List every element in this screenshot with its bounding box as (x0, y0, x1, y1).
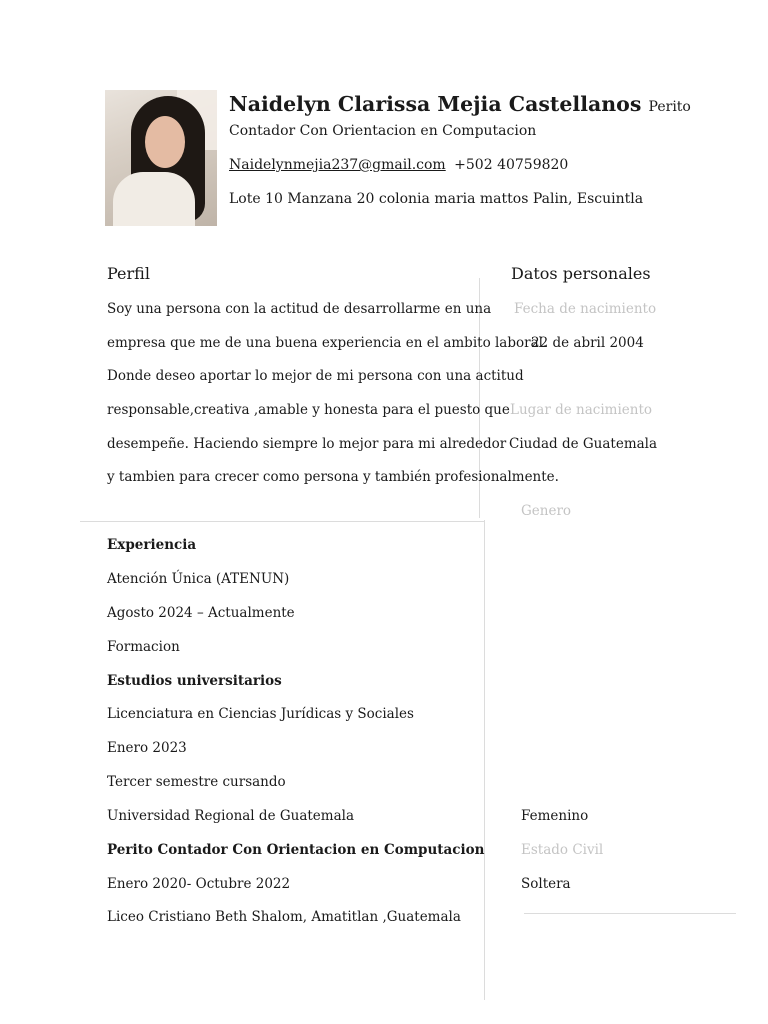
column-divider-bottom (484, 520, 485, 1000)
birth-date-value: 22 de abril 2004 (531, 335, 644, 351)
profile-line-2: empresa que me de una buena experiencia en el ambito laboral. (107, 335, 548, 351)
birth-place-value: Ciudad de Guatemala (509, 436, 658, 452)
gender-value: Femenino (521, 808, 589, 824)
name-suffix: Perito (648, 99, 691, 115)
university-name: Universidad Regional de Guatemala (107, 808, 355, 824)
profile-line-5: desempeñe. Haciendo siempre lo mejor para mi alrededor (107, 436, 507, 452)
school-heading: Perito Contador Con Orientacion en Computacion (107, 842, 485, 858)
degree: Licenciatura en Ciencias Jurídicas y Sociales (107, 706, 414, 722)
profile-photo (105, 90, 217, 226)
candidate-name (229, 92, 691, 116)
degree-status: Tercer semestre cursando (107, 774, 286, 790)
section-divider-left (80, 521, 485, 522)
gender-label: Genero (521, 503, 572, 519)
phone-number: +502 40759820 (454, 157, 569, 173)
profile-line-1: Soy una persona con la actitud de desarrollarme en una (107, 301, 492, 317)
school-period: Enero 2020- Octubre 2022 (107, 876, 291, 892)
name-text: Naidelyn Clarissa Mejia Castellanos (229, 92, 642, 116)
address: Lote 10 Manzana 20 colonia maria mattos Palin, Escuintla (229, 191, 644, 207)
experience-period: Agosto 2024 – Actualmente (107, 605, 295, 621)
contact-line (229, 157, 568, 173)
education-heading: Formacion (107, 639, 180, 655)
birth-date-label: Fecha de nacimiento (514, 301, 657, 317)
profile-line-3: Donde deseo aportar lo mejor de mi persona con una actitud (107, 368, 524, 384)
profile-line-4: responsable,creativa ,amable y honesta para el puesto que (107, 402, 510, 418)
section-divider-right (524, 913, 736, 914)
email-link[interactable]: Naidelynmejia237@gmail.com (229, 157, 446, 173)
profile-line-6: y tambien para crecer como persona y también profesionalmente. (107, 469, 559, 485)
civil-status-value: Soltera (521, 876, 571, 892)
university-heading: Estudios universitarios (107, 673, 282, 689)
civil-status-label: Estado Civil (521, 842, 604, 858)
experience-heading: Experiencia (107, 537, 197, 553)
birth-place-label: Lugar de nacimiento (510, 402, 652, 418)
job-title: Contador Con Orientacion en Computacion (229, 123, 537, 139)
degree-start: Enero 2023 (107, 740, 187, 756)
personal-heading: Datos personales (511, 264, 651, 283)
profile-heading: Perfil (107, 264, 150, 283)
experience-company: Atención Única (ATENUN) (107, 571, 290, 587)
school-name: Liceo Cristiano Beth Shalom, Amatitlan ,Guatemala (107, 909, 461, 925)
